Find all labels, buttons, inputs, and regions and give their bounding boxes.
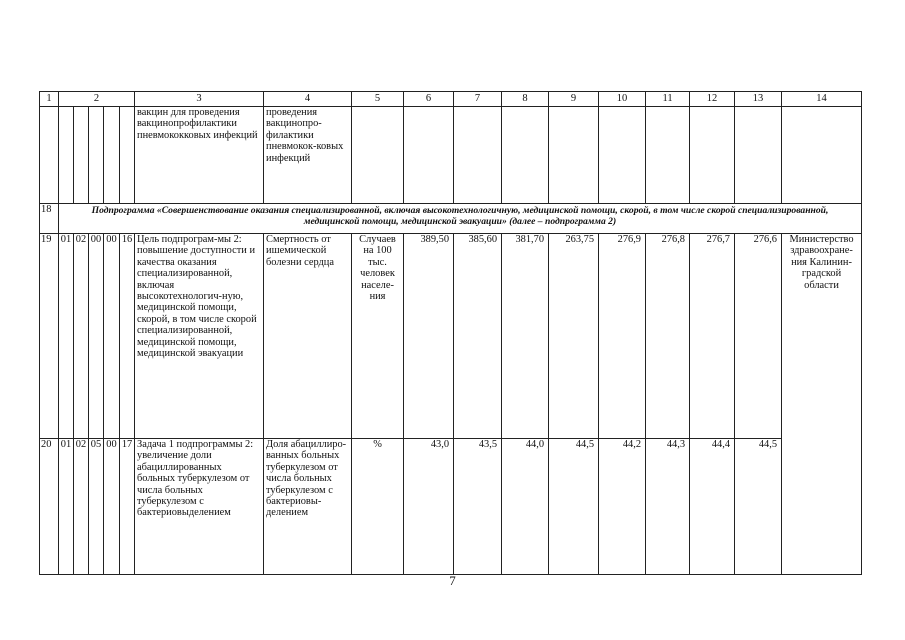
col-header-1: 1: [40, 92, 59, 107]
subprogram-title: Подпрограмма «Совершенствование оказания специализированной, включая высокотехнологичную, медицинской помощи, скорой, в том числе скорой специализированной, медицинской помощи, медицинской эвакуации» (далее – подпрограмма 2): [59, 204, 862, 234]
cell-blank: [59, 107, 74, 204]
cell-indicator: Доля абациллиро-ванных больных туберкулезом от числа больных туберкулезом с бактериовы-делением: [264, 439, 352, 575]
cell-value: 44,5: [549, 439, 599, 575]
code-cell: 05: [89, 439, 104, 575]
cell-value: 44,5: [735, 439, 782, 575]
code-cell: 17: [120, 439, 135, 575]
code-cell: 01: [59, 234, 74, 439]
cell-unit: %: [352, 439, 404, 575]
cell-blank: [549, 107, 599, 204]
code-cell: 00: [104, 234, 120, 439]
cell-blank: [104, 107, 120, 204]
code-cell: 02: [74, 234, 89, 439]
cell-blank: [89, 107, 104, 204]
cell-blank: [40, 107, 59, 204]
cell-value: 381,70: [502, 234, 549, 439]
col-header-5: 5: [352, 92, 404, 107]
code-cell: 16: [120, 234, 135, 439]
cell-value: 44,2: [599, 439, 646, 575]
cell-responsible: Министерство здравоохране-ния Калинин-градской области: [782, 234, 862, 575]
col-header-2: 2: [59, 92, 135, 107]
cell-goal: Задача 1 подпрограммы 2: увеличение доли абациллированных больных туберкулезом от числа больных туберкулезом с бактериовыделением: [135, 439, 264, 575]
cell-value: 43,5: [454, 439, 502, 575]
row-number: 18: [40, 204, 59, 234]
col-header-4: 4: [264, 92, 352, 107]
code-cell: 00: [104, 439, 120, 575]
cell-blank: [352, 107, 404, 204]
code-cell: 00: [89, 234, 104, 439]
cell-value: 263,75: [549, 234, 599, 439]
indicators-table: [39, 91, 862, 575]
cell-value: 43,0: [404, 439, 454, 575]
subprogram-row: [40, 204, 862, 234]
page-number: 7: [449, 573, 456, 588]
table-row-19: [40, 234, 862, 439]
cell-value: 44,0: [502, 439, 549, 575]
cell-value: 389,50: [404, 234, 454, 439]
col-header-7: 7: [454, 92, 502, 107]
cell-blank: [454, 107, 502, 204]
cell-value: 276,7: [690, 234, 735, 439]
cell-value: 44,3: [646, 439, 690, 575]
table-row-continuation: [40, 107, 862, 204]
cell-indicator: Смертность от ишемической болезни сердца: [264, 234, 352, 439]
cell-value: 385,60: [454, 234, 502, 439]
cell-blank: [735, 107, 782, 204]
cell-value: 276,9: [599, 234, 646, 439]
col-header-12: 12: [690, 92, 735, 107]
row-number: 20: [40, 439, 59, 575]
col-header-13: 13: [735, 92, 782, 107]
col-header-11: 11: [646, 92, 690, 107]
cell-blank: [599, 107, 646, 204]
row-number: 19: [40, 234, 59, 439]
cell-blank: [74, 107, 89, 204]
cell-value: 44,4: [690, 439, 735, 575]
cell-blank: [120, 107, 135, 204]
cell-blank: [502, 107, 549, 204]
cell-indicator: проведения вакцинопро-филактики пневмокок-ковых инфекций: [264, 107, 352, 204]
col-header-9: 9: [549, 92, 599, 107]
cell-blank: [646, 107, 690, 204]
cell-blank: [690, 107, 735, 204]
col-header-14: 14: [782, 92, 862, 107]
cell-goal: Цель подпрограм-мы 2: повышение доступности и качества оказания специализированной, включая высокотехнологич-ную, медицинской помощи, скорой, в том числе скорой специализированной, медицинской помощи, медицинской эвакуации: [135, 234, 264, 439]
cell-value: 276,6: [735, 234, 782, 439]
col-header-10: 10: [599, 92, 646, 107]
table-row-20: [40, 439, 862, 575]
cell-unit: Случаев на 100 тыс. человек населе-ния: [352, 234, 404, 439]
col-header-3: 3: [135, 92, 264, 107]
cell-blank: [782, 107, 862, 204]
code-cell: 02: [74, 439, 89, 575]
cell-value: 276,8: [646, 234, 690, 439]
cell-goal: вакцин для проведения вакцинопрофилактики пневмококковых инфекций: [135, 107, 264, 204]
code-cell: 01: [59, 439, 74, 575]
col-header-6: 6: [404, 92, 454, 107]
header-row: [40, 92, 862, 107]
col-header-8: 8: [502, 92, 549, 107]
cell-blank: [404, 107, 454, 204]
